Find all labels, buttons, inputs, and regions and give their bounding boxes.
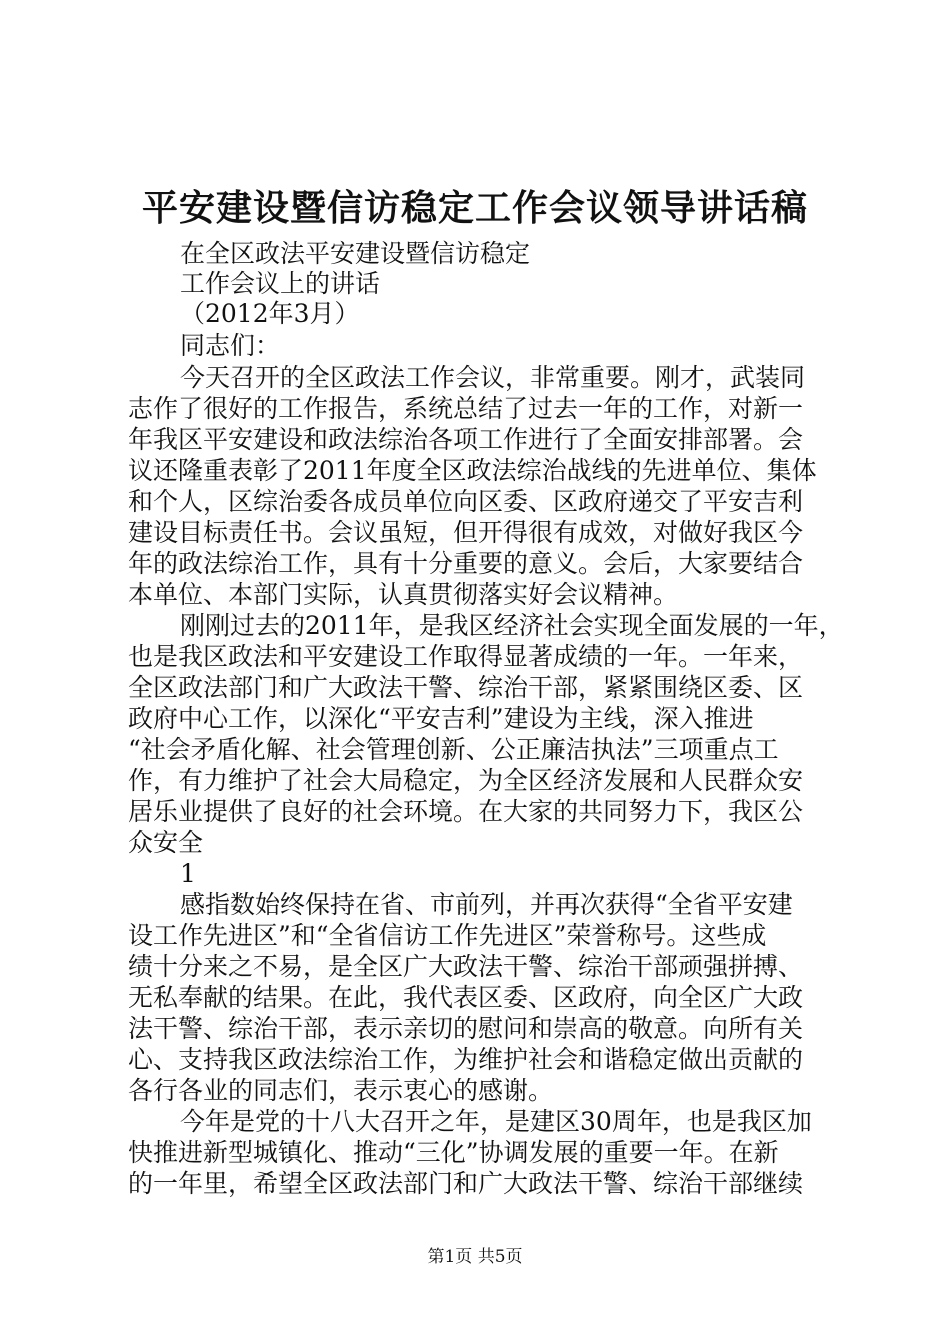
body-line: 本单位、本部门实际，认真贯彻落实好会议精神。	[128, 580, 679, 609]
speech-date: （2012年3月）	[180, 299, 360, 328]
body-line: 设工作先进区”和“全省信访工作先进区”荣誉称号。这些成	[128, 921, 767, 950]
body-line: 年的政法综治工作，具有十分重要的意义。会后，大家要结合	[128, 549, 804, 578]
body-line: 全区政法部门和广大政法干警、综治干部，紧紧围绕区委、区	[128, 673, 804, 702]
body-line: 政府中心工作，以深化“平安吉利”建设为主线，深入推进	[128, 704, 754, 733]
body-line: 刚刚过去的2011年，是我区经济社会实现全面发展的一年，	[180, 611, 844, 640]
body-line: 众安全	[128, 828, 204, 857]
body-line: 议还隆重表彰了2011年度全区政法综治战线的先进单位、集体	[128, 456, 817, 485]
body-line: 建设目标责任书。会议虽短，但开得很有成效，对做好我区今	[128, 518, 804, 547]
body-line: 的一年里，希望全区政法部门和广大政法干警、综治干部继续	[128, 1169, 804, 1198]
body-line: 无私奉献的结果。在此，我代表区委、区政府，向全区广大政	[128, 983, 804, 1012]
greeting: 同志们：	[180, 331, 281, 360]
body-line: 心、支持我区政法综治工作，为维护社会和谐稳定做出贡献的	[128, 1045, 804, 1074]
body-line: 各行各业的同志们，表示衷心的感谢。	[128, 1076, 554, 1105]
document-title: 平安建设暨信访稳定工作会议领导讲话稿	[141, 187, 808, 229]
inline-page-number: 1	[180, 859, 196, 888]
subtitle-line: 工作会议上的讲话	[180, 269, 381, 298]
body-line: 法干警、综治干部，表示亲切的慰问和崇高的敬意。向所有关	[128, 1014, 804, 1043]
body-line: 和个人，区综治委各成员单位向区委、区政府递交了平安吉利	[128, 487, 804, 516]
subtitle-line: 在全区政法平安建设暨信访稳定	[180, 239, 531, 268]
page-footer: 第1页 共5页	[427, 1247, 523, 1267]
body-line: 居乐业提供了良好的社会环境。在大家的共同努力下，我区公	[128, 797, 804, 826]
body-line: 也是我区政法和平安建设工作取得显著成绩的一年。一年来，	[128, 642, 804, 671]
body-line: 绩十分来之不易，是全区广大政法干警、综治干部顽强拼搏、	[128, 952, 804, 981]
body-line: 今天召开的全区政法工作会议，非常重要。刚才，武装同	[180, 363, 806, 392]
body-line: 作，有力维护了社会大局稳定，为全区经济发展和人民群众安	[128, 766, 804, 795]
body-line: 感指数始终保持在省、市前列，并再次获得“全省平安建	[180, 890, 793, 919]
body-line: “社会矛盾化解、社会管理创新、公正廉洁执法”三项重点工	[128, 735, 779, 764]
body-line: 年我区平安建设和政法综治各项工作进行了全面安排部署。会	[128, 425, 804, 454]
body-line: 志作了很好的工作报告，系统总结了过去一年的工作，对新一	[128, 394, 804, 423]
body-line: 快推进新型城镇化、推动“三化”协调发展的重要一年。在新	[128, 1138, 779, 1167]
body-line: 今年是党的十八大召开之年，是建区30周年，也是我区加	[180, 1107, 812, 1136]
